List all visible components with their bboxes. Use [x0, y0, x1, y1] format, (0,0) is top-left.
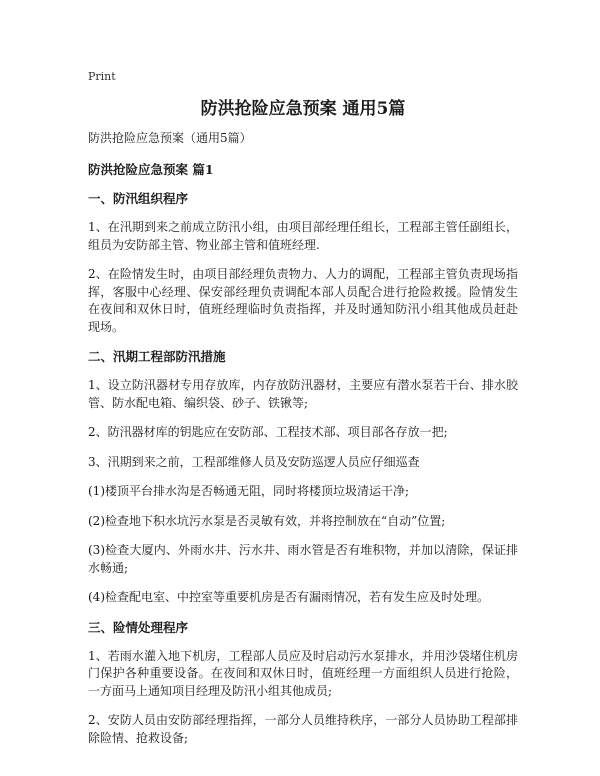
paragraph: 3、汛期到来之前，工程部维修人员及安防巡逻人员应仔细巡查 — [88, 454, 420, 469]
section-heading: 三、险情处理程序 — [88, 619, 189, 635]
paragraph: (2)检查地下积水坑污水泵是否灵敏有效，并将控制放在“自动”位置; — [88, 513, 446, 528]
paragraph: 2、防汛器材库的钥匙应在安防部、工程技术部、项目部各存放一把; — [88, 425, 448, 439]
document-page — [88, 70, 518, 759]
paragraph: (4)检查配电室、中控室等重要机房是否有漏雨情况，若有发生应及时处理。 — [88, 590, 490, 604]
print-label[interactable]: Print — [88, 70, 116, 83]
section-1 — [88, 190, 518, 336]
paragraph: 1、在汛期到来之前成立防汛小组，由项目部经理任组长，工程部主管任副组长，组员为安防部主管、物业部主管和值班经理. — [88, 220, 518, 252]
document-subtitle: 防洪抢险应急预案（通用5篇） — [88, 131, 252, 145]
section-heading: 二、汛期工程部防汛措施 — [88, 349, 226, 364]
paragraph: (1)楼顶平台排水沟是否畅通无阻，同时将楼顶垃圾清运干净; — [88, 484, 410, 498]
section-2 — [88, 348, 518, 607]
paragraph: 1、若雨水灌入地下机房，工程部人员应及时启动污水泵排水，并用沙袋堵住机房门保护各种重要设备。在夜间和双休日时，值班经理一方面组织人员进行抢险，一方面马上通知项目经理及防汛小组其他成员; — [88, 648, 518, 698]
document-title: 防洪抢险应急预案 通用5篇 — [200, 99, 406, 119]
paragraph: 2、在险情发生时，由项目部经理负责物力、人力的调配，工程部主管负责现场指挥，客服中心经理、保安部经理负责调配本部人员配合进行抢险救援。险情发生在夜间和双休日时，值班经理临时负责指挥，并及时通知防汛小组其他成员赶赴现场。 — [88, 267, 518, 334]
section-3 — [88, 619, 518, 748]
section-heading: 一、防汛组织程序 — [88, 191, 189, 206]
paragraph: 2、安防人员由安防部经理指挥，一部分人员维持秩序，一部分人员协助工程部排除险情、抢救设备; — [88, 713, 518, 745]
part-title: 防洪抢险应急预案 篇1 — [88, 162, 214, 177]
paragraph: 1、设立防汛器材专用存放库，内存放防汛器材，主要应有潜水泵若干台、排水胶管、防水配电箱、编织袋、砂子、铁锹等; — [88, 378, 518, 410]
paragraph: (3)检查大厦内、外雨水井、污水井、雨水管是否有堆积物，并加以清除，保证排水畅通; — [88, 543, 518, 575]
